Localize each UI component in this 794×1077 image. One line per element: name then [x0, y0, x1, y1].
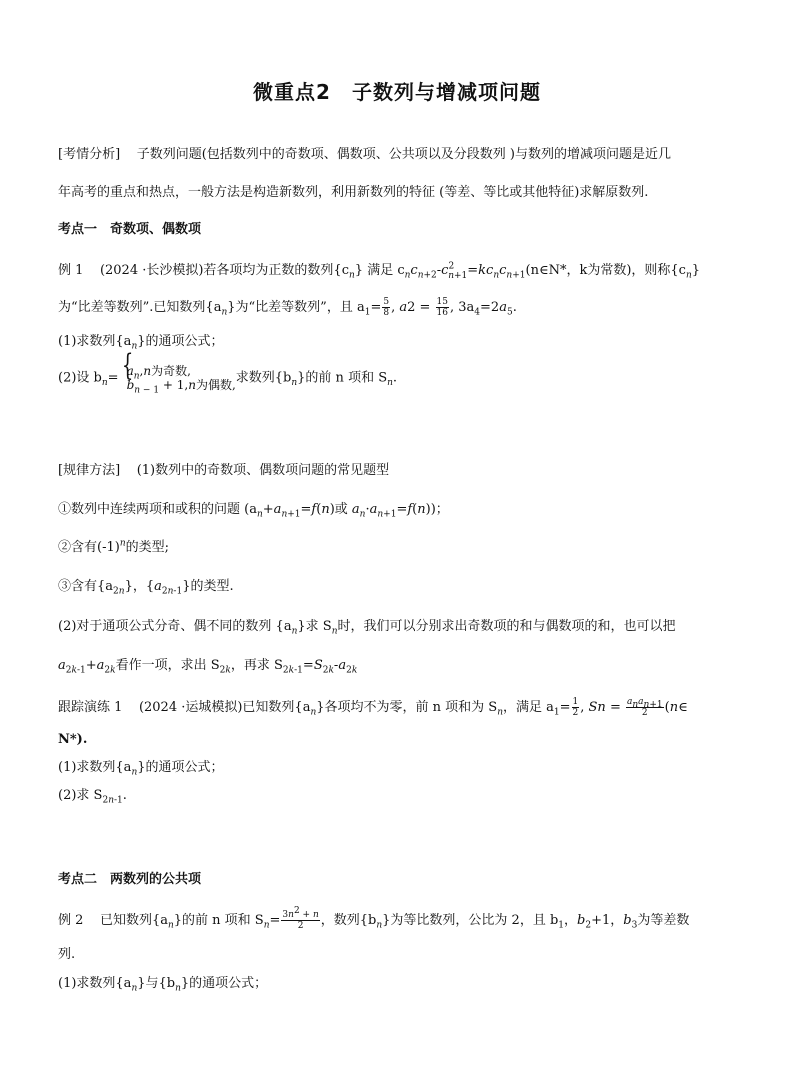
practice1-text2: }各项均不为零，前 n 项和为 S — [316, 700, 498, 715]
method-p2-c: 时，我们可以分别求出奇数项的和与偶数项的和，也可以把 — [337, 619, 676, 634]
section-heading-2: 考点二 两数列的公共项 — [58, 872, 202, 887]
example2-label: 例 2 — [58, 913, 84, 928]
method-item-3: ③含有$\{a_{2n}\}$，$\{a_{2n-1}\}$的类型. — [58, 579, 234, 597]
example2-text: 已知数列{a — [99, 913, 168, 928]
analysis-tag: [考情分析] — [58, 147, 121, 162]
example1-q2-end2: }的前 n 项和 S — [297, 370, 388, 386]
example1-q1-end: }的通项公式； — [137, 334, 224, 349]
fraction-5-8: $\frac{5}{8}$ — [383, 297, 390, 318]
method-item-2: ②含有$(-1)^n$的类型; — [58, 538, 169, 555]
method-item-1-text: ①数列中连续两项和或积的问题 (a — [58, 502, 257, 517]
example2-line-2: 列. — [58, 947, 76, 962]
example1-cond3: 3a — [458, 300, 475, 315]
practice1-label: 跟踪演练 1 — [58, 700, 123, 715]
example2-text3: ，数列{b — [320, 913, 377, 928]
practice1-line-1: 跟踪演练 1 (2024 ·运城模拟)已知数列$\{a_n\}$各项均不为零，前 n 项和为 $S_n$，满足 $a_1=$ $\frac{1}{2}$ , Sn = $\frac{a_na_{n+1}}{2}$ (n∈ — [58, 697, 688, 718]
fraction-1-2: $\frac{1}{2}$ — [572, 697, 579, 718]
method-title: (1)数列中的奇数项、偶数项问题的常见题型 — [136, 463, 390, 478]
page-title: 微重点2 子数列与增减项问题 — [253, 80, 541, 104]
example2-q1-text: (1)求数列{a — [58, 976, 132, 991]
fraction-15-16: $\frac{15}{16}$ — [436, 297, 448, 318]
analysis-line-2: 年高考的重点和热点，一般方法是构造新数列，利用新数列的特征 (等差、等比或其他特征)求解原数列. — [58, 185, 649, 200]
analysis-line-1 — [58, 146, 671, 164]
example1-q2-text: (2)设 b — [58, 370, 102, 386]
example1-cond2: }为“比差等数列”，且 a — [227, 300, 365, 315]
practice1-q2-text: (2)求 S — [58, 788, 103, 803]
example1-line-1: 例 1 (2024 ·长沙模拟)若各项均为正数的数列$\{c_n\}$ 满足 $c_nc_{n+2}-c^2_{n+1}=kc_nc_{n+1}(n\in N*$，k为常数)，则称$\{c_n\}$ — [58, 261, 701, 281]
case-odd: 为奇数, — [151, 364, 191, 378]
practice1-q1-text: (1)求数列{a — [58, 760, 132, 775]
example1-def: 为“比差等数列”.已知数列{a — [58, 300, 222, 315]
method-p2-text: (2)对于通项公式分奇、偶不同的数列 {a — [58, 619, 292, 634]
example2-q1-end: }的通项公式； — [180, 976, 268, 991]
method-tag: [规律方法] — [58, 463, 121, 478]
method-heading — [58, 462, 389, 480]
method-p3-a: 看作一项，求出 S — [115, 658, 220, 673]
example1-cond: 满足 c — [367, 263, 405, 278]
method-item-3-end: 的类型. — [190, 579, 234, 594]
method-item-3-text: ③含有{a — [58, 579, 114, 594]
practice1-line-2: N*). — [58, 732, 88, 747]
example1-q2-end: 求数列{b — [235, 370, 292, 386]
method-p2: (2)对于通项公式分奇、偶不同的数列 $\{a_n\}$求 $S_n$时，我们可以分别求出奇数项的和与偶数项的和，也可以把 — [58, 619, 676, 637]
practice1-q1: (1)求数列$\{a_n\}$的通项公式； — [58, 760, 224, 778]
example1-line-2: 为“比差等数列”.已知数列$\{a_n\}$为“比差等数列”，且 $a_1=$ $\frac{5}{8}$ , a2 = $\frac{15}{16}$ , $3a_4=2a_5$. — [58, 297, 517, 318]
practice1-q1-end: }的通项公式； — [137, 760, 224, 775]
practice1-text: (2024 ·运城模拟)已知数列{a — [138, 700, 311, 715]
analysis-text-1: 子数列问题(包括数列中的奇数项、偶数项、公共项以及分段数列 )与数列的增减项问题是近几 — [136, 147, 671, 162]
example2-text5: 为等差数 — [637, 913, 690, 928]
example1-q2: (2)设 $b_n=$ { $a_n,n$为奇数, $b_{n - 1} + 1,n$为偶数, 求数列$\{b_n\}$的前 n 项和 $S_n$. — [58, 364, 397, 393]
example2-line-1: 例 2 已知数列$\{a_n\}$的前 n 项和 $S_n=$ $\frac{3n^2 + n}{2}$ ，数列$\{b_n\}$为等比数列，公比为 2，且 $b_1$，$b_2+1$，$b_3$为等差数 — [58, 906, 690, 931]
example1-rest: (n∈N*，k为常数)，则称{c — [525, 263, 686, 278]
method-item-2-text: ②含有(-1) — [58, 540, 120, 555]
fraction-an-an1-2: $\frac{a_na_{n+1}}{2}$ — [626, 697, 663, 718]
example2-q1-b: }与{b — [137, 976, 176, 991]
example2-text4: }为等比数列，公比为 2，且 b — [382, 913, 559, 928]
piecewise-cases: { $a_n,n$为奇数, $b_{n - 1} + 1,n$为偶数, — [119, 364, 236, 392]
section-heading-1: 考点一 奇数项、偶数项 — [58, 222, 202, 237]
example2-q1: (1)求数列$\{a_n\}$与$\{b_n\}$的通项公式； — [58, 976, 268, 994]
example2-text2: }的前 n 项和 S — [173, 913, 264, 928]
example1-source: (2024 ·长沙模拟)若各项均为正数的数列{c — [99, 263, 349, 278]
method-p3-b: ，再求 S — [230, 658, 283, 673]
case-even: 为偶数, — [195, 378, 236, 392]
method-item-1: ①数列中连续两项和或积的问题 ($a_n+a_{n+1}=f(n)$或 $a_n\cdot a_{n+1}=f(n)$)； — [58, 502, 449, 520]
example1-q1: (1)求数列$\{a_n\}$的通项公式； — [58, 334, 224, 352]
method-p2-b: }求 S — [297, 619, 332, 634]
method-p3: $a_{2k-1}+a_{2k}$看作一项，求出 $S_{2k}$，再求 $S_{2k-1}=S_{2k}-a_{2k}$ — [58, 658, 358, 676]
example1-q1-text: (1)求数列{a — [58, 334, 132, 349]
practice1-text3: ，满足 a — [503, 700, 554, 715]
practice1-q2: (2)求 $S_{2n-1}$. — [58, 788, 127, 806]
fraction-sn: $\frac{3n^2 + n}{2}$ — [282, 906, 319, 931]
method-item-2-end: 的类型; — [125, 540, 169, 555]
example1-label: 例 1 — [58, 263, 84, 278]
